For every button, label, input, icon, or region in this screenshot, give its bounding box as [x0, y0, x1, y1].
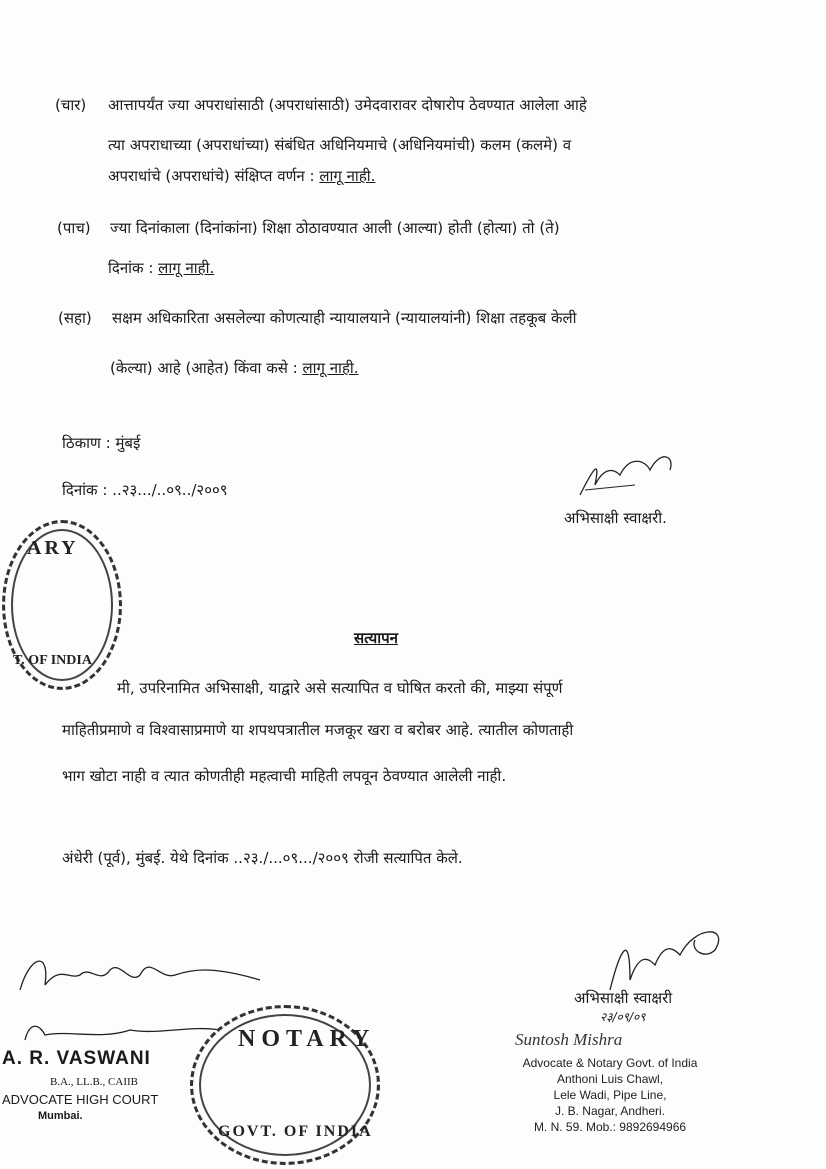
item-marker-5: (पाच): [57, 219, 91, 237]
item-4-line-3: [108, 166, 796, 186]
item-4-answer: लागू नाही.: [319, 167, 376, 185]
item-4-line-2: त्या अपराधाच्या (अपराधांच्या) संबंधित अधिनियमाचे (अधिनियमांची) कलम (कलमे) व: [108, 136, 572, 154]
place: ठिकाण : मुंबई: [62, 434, 141, 452]
item-5-label: दिनांक :: [108, 259, 159, 277]
verification-line-2: माहितीप्रमाणे व विश्वासाप्रमाणे या शपथपत्रातील मजकूर खरा व बरोबर आहे. त्यातील कोणताही: [62, 721, 574, 739]
item-4-label: अपराधांचे (अपराधांचे) संक्षिप्त वर्णन :: [108, 167, 320, 185]
item-6-line-1: सक्षम अधिकारिता असलेल्या कोणत्याही न्यायालयाने (न्यायालयांनी) शिक्षा तहकूब केली: [112, 309, 577, 327]
advocate-title: ADVOCATE HIGH COURT: [2, 1092, 159, 1107]
item-6-label: (केल्या) आहे (आहेत) किंवा कसे :: [110, 359, 303, 377]
notary-stamp: [190, 1005, 380, 1165]
item-marker-4: (चार): [55, 96, 87, 114]
stamp-bottom-text: T. OF INDIA: [13, 653, 92, 668]
stamp-top-text: ARY: [27, 537, 79, 559]
deponent-signature-label-2: अभिसाक्षी स्वाक्षरी: [574, 989, 673, 1007]
advocate-city: Mumbai.: [38, 1110, 83, 1122]
item-marker-6: (सहा): [58, 309, 92, 327]
item-5-line-2: [108, 258, 796, 278]
notary-line-4: J. B. Nagar, Andheri.: [554, 1104, 666, 1118]
notary-line-2: Anthoni Luis Chawl,: [556, 1072, 664, 1086]
verification-line-3: भाग खोटा नाही व त्यात कोणतीही महत्वाची माहिती लपवून ठेवण्यात आलेली नाही.: [62, 767, 507, 785]
advocate-degrees: B.A., LL.B., CAIIB: [50, 1076, 138, 1088]
advocate-name: A. R. VASWANI: [2, 1048, 151, 1069]
deponent-signature-2: [600, 920, 740, 995]
notary-line-1: Advocate & Notary Govt. of India: [522, 1056, 698, 1070]
notary-stamp-top: NOTARY: [238, 1026, 376, 1052]
item-6-answer: लागू नाही.: [302, 359, 359, 377]
item-5-line-1: ज्या दिनांकाला (दिनांकांना) शिक्षा ठोठावण्यात आली (आल्या) होती (होत्या) तो (ते): [110, 219, 560, 237]
date-line: दिनांक : ..२३.../..०९../२००९: [62, 481, 228, 499]
verification-line-1: मी, उपरिनामित अभिसाक्षी, याद्वारे असे सत्यापित व घोषित करतो की, माझ्या संपूर्ण: [117, 679, 563, 697]
notary-stamp-left: [2, 520, 122, 690]
item-6-line-2: [110, 358, 796, 378]
item-5-answer: लागू नाही.: [158, 259, 215, 277]
notary-stamp-bottom: GOVT. OF INDIA: [218, 1123, 373, 1140]
notary-line-5: M. N. 59. Mob.: 9892694966: [533, 1120, 687, 1134]
notary-signature-name: Suntosh Mishra: [515, 1030, 623, 1049]
item-4-line-1: आत्तापर्यंत ज्या अपराधांसाठी (अपराधांसाठी) उमेदवारावर दोषारोप ठेवण्यात आलेला आहे: [108, 96, 587, 114]
verification-place-date: अंधेरी (पूर्व), मुंबई. येथे दिनांक ..२३./...०९.../२००९ रोजी सत्यापित केले.: [62, 849, 463, 867]
deponent-signature-1: [575, 445, 685, 505]
handwritten-date: २३/०९/०९: [600, 1010, 646, 1024]
verification-heading: सत्यापन: [354, 629, 398, 647]
notary-address: [490, 1055, 730, 1135]
deponent-signature-label: अभिसाक्षी स्वाक्षरी.: [564, 509, 667, 527]
notary-line-3: Lele Wadi, Pipe Line,: [553, 1088, 667, 1102]
